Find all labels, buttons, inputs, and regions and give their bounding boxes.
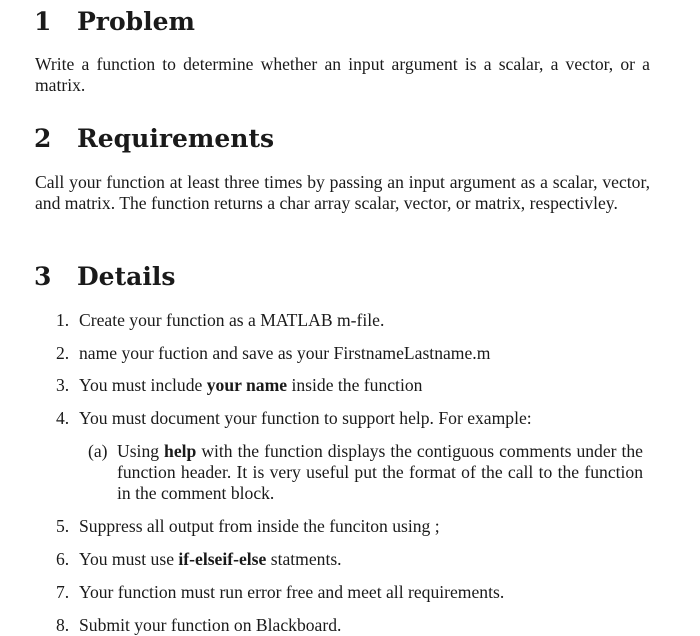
list-item-text: Suppress all output from inside the funciton using ; (79, 516, 440, 536)
section-title: Details (77, 262, 176, 291)
list-item-text (79, 375, 422, 395)
section-title: Problem (77, 7, 195, 36)
bold-text: your name (206, 375, 288, 395)
section-heading-problem (34, 7, 195, 37)
section-title: Requirements (77, 124, 275, 153)
sub-item-text (117, 441, 643, 505)
list-item-text: Your function must run error free and meet all requirements. (79, 582, 505, 602)
bold-text: if-elseif-else (178, 549, 267, 569)
section-heading-requirements (34, 124, 274, 154)
section-number: 2 (34, 124, 52, 153)
list-item-number: 8. (56, 615, 70, 635)
text-run: inside the function (287, 375, 423, 395)
sub-list-item (88, 441, 643, 505)
list-item-number: 3. (56, 375, 70, 395)
requirements-paragraph: Call your function at least three times by passing an input argument as a scalar, vector, and matrix. The function returns a char array scalar, vector, or matrix, respectivley. (35, 172, 650, 214)
text-run: with the function displays the contiguous comments under the function header. It is very useful put the format of the call to the function in the comment block. (117, 441, 643, 504)
text-run: You must use (79, 549, 179, 569)
list-item-text: name your fuction and save as your FirstnameLastname.m (79, 343, 491, 363)
list-item (56, 408, 656, 429)
bold-text: help (164, 441, 197, 461)
section-heading-details (34, 262, 175, 292)
list-item (56, 582, 656, 603)
list-item-number: 7. (56, 582, 70, 602)
text-run: Using (117, 441, 165, 461)
list-item-number: 6. (56, 549, 70, 569)
list-item-number: 5. (56, 516, 70, 536)
list-item-text (79, 549, 342, 569)
list-item-number: 1. (56, 310, 70, 330)
list-item-number: 2. (56, 343, 70, 363)
sub-item-label: (a) (88, 441, 108, 461)
list-item-text: Create your function as a MATLAB m-file. (79, 310, 385, 330)
list-item (56, 516, 656, 537)
list-item (56, 343, 656, 364)
list-item-text: Submit your function on Blackboard. (79, 615, 342, 635)
problem-paragraph: Write a function to determine whether an input argument is a scalar, a vector, or a matrix. (35, 54, 650, 96)
text-run: You must include (79, 375, 207, 395)
list-item-number: 4. (56, 408, 70, 428)
text-run: statments. (266, 549, 342, 569)
list-item (56, 549, 656, 570)
section-number: 3 (34, 262, 52, 291)
list-item (56, 310, 656, 331)
list-item (56, 615, 656, 636)
section-number: 1 (34, 7, 52, 36)
list-item (56, 375, 656, 396)
list-item-text: You must document your function to support help. For example: (79, 408, 532, 428)
